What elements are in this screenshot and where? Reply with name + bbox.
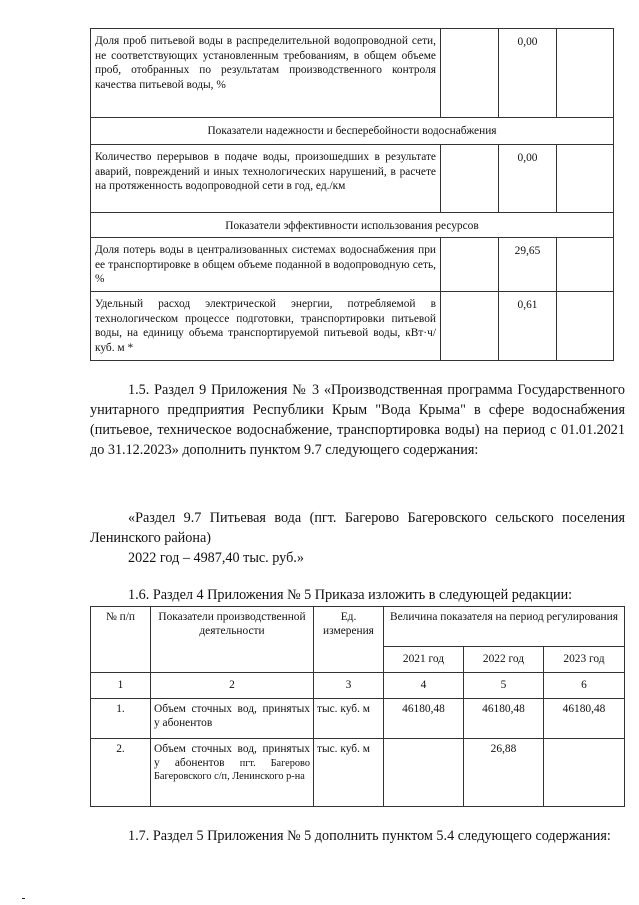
row-value-2023 (544, 739, 625, 807)
row-indicator-text: Объем сточных вод, принятых у абонентов (154, 703, 310, 729)
header-indicator: Показатели производственной деятельности (151, 607, 314, 673)
table-row (91, 739, 625, 807)
index-cell: 1 (91, 673, 151, 699)
indicator-text: Удельный расход электрической энергии, потребляемой в технологическом процессе подготовки, транспортировки питьевой воды, на единицу объема транспортируемой питьевой воды, кВт·ч/куб. м * (91, 292, 441, 360)
row-num: 1. (91, 699, 151, 739)
index-cell: 2 (151, 673, 314, 699)
table-row (90, 28, 614, 118)
row-value-2021: 46180,48 (384, 699, 464, 739)
indicator-value: 0,61 (499, 292, 557, 360)
indicators-table (90, 28, 614, 361)
row-indicator-text: Объем сточных вод, принятых у абонентов (154, 743, 310, 769)
header-unit: Ед. измерения (314, 607, 384, 673)
row-value-2021 (384, 739, 464, 807)
index-cell: 6 (544, 673, 625, 699)
index-cell: 4 (384, 673, 464, 699)
indicator-text: Доля потерь воды в централизованных системах водоснабжения при ее транспортировке в общем объеме поданной в водопроводную сеть, % (91, 238, 441, 291)
table-row (91, 699, 625, 739)
indicator-value: 0,00 (499, 29, 557, 117)
margin-mark (22, 898, 25, 899)
header-num: № п/п (91, 607, 151, 673)
row-unit: тыс. куб. м (314, 739, 384, 807)
section-header: Показатели эффективности использования ресурсов (90, 213, 614, 238)
row-value-2023: 46180,48 (544, 699, 625, 739)
header-year: 2023 год (544, 647, 625, 673)
table-row (90, 292, 614, 361)
indicator-text: Доля проб питьевой воды в распределительной водопроводной сети, не соответствующих установленным требованиям, в общем объеме проб, отобранных по результатам производственного контроля качества питьевой воды, % (91, 29, 441, 117)
row-value-2022: 26,88 (464, 739, 544, 807)
paragraph-1-6: 1.6. Раздел 4 Приложения № 5 Приказа изложить в следующей редакции: (128, 587, 573, 603)
row-num: 2. (91, 739, 151, 807)
row-value-2022: 46180,48 (464, 699, 544, 739)
row-indicator (151, 739, 314, 807)
header-value-group: Величина показателя на период регулирования (384, 607, 625, 647)
header-year: 2022 год (464, 647, 544, 673)
indicator-value: 0,00 (499, 145, 557, 212)
table-row (90, 145, 614, 213)
indicator-value: 29,65 (499, 238, 557, 291)
header-year: 2021 год (384, 647, 464, 673)
row-indicator-location: пгт. Багерово Багеровского с/п, Ленинского р-на (154, 757, 310, 782)
index-cell: 5 (464, 673, 544, 699)
table-row (90, 238, 614, 292)
paragraph-quote-amount: 2022 год – 4987,40 тыс. руб.» (128, 550, 304, 566)
wastewater-table (90, 606, 625, 807)
row-indicator (151, 699, 314, 739)
section-header: Показатели надежности и бесперебойности водоснабжения (90, 118, 614, 145)
index-cell: 3 (314, 673, 384, 699)
row-unit: тыс. куб. м (314, 699, 384, 739)
indicator-text: Количество перерывов в подаче воды, произошедших в результате аварий, повреждений и иных технологических нарушений, в расчете на протяженность водопроводной сети в год, ед./км (91, 145, 441, 212)
paragraph-1-7: 1.7. Раздел 5 Приложения № 5 дополнить пунктом 5.4 следующего содержания: (128, 828, 611, 844)
paragraph-1-5: 1.5. Раздел 9 Приложения № 3 «Производственная программа Государственного унитарного предприятия Республики Крым "Вода Крыма" в сфере водоснабжения (питьевое, техническое водоснабжение, транспортировка воды) на период с 01.01.2021 до 31.12.2023» дополнить пунктом 9.7 следующего содержания: (90, 382, 625, 458)
paragraph-quote: «Раздел 9.7 Питьевая вода (пгт. Багерово Багеровского сельского поселения Ленинского района) (90, 510, 625, 546)
